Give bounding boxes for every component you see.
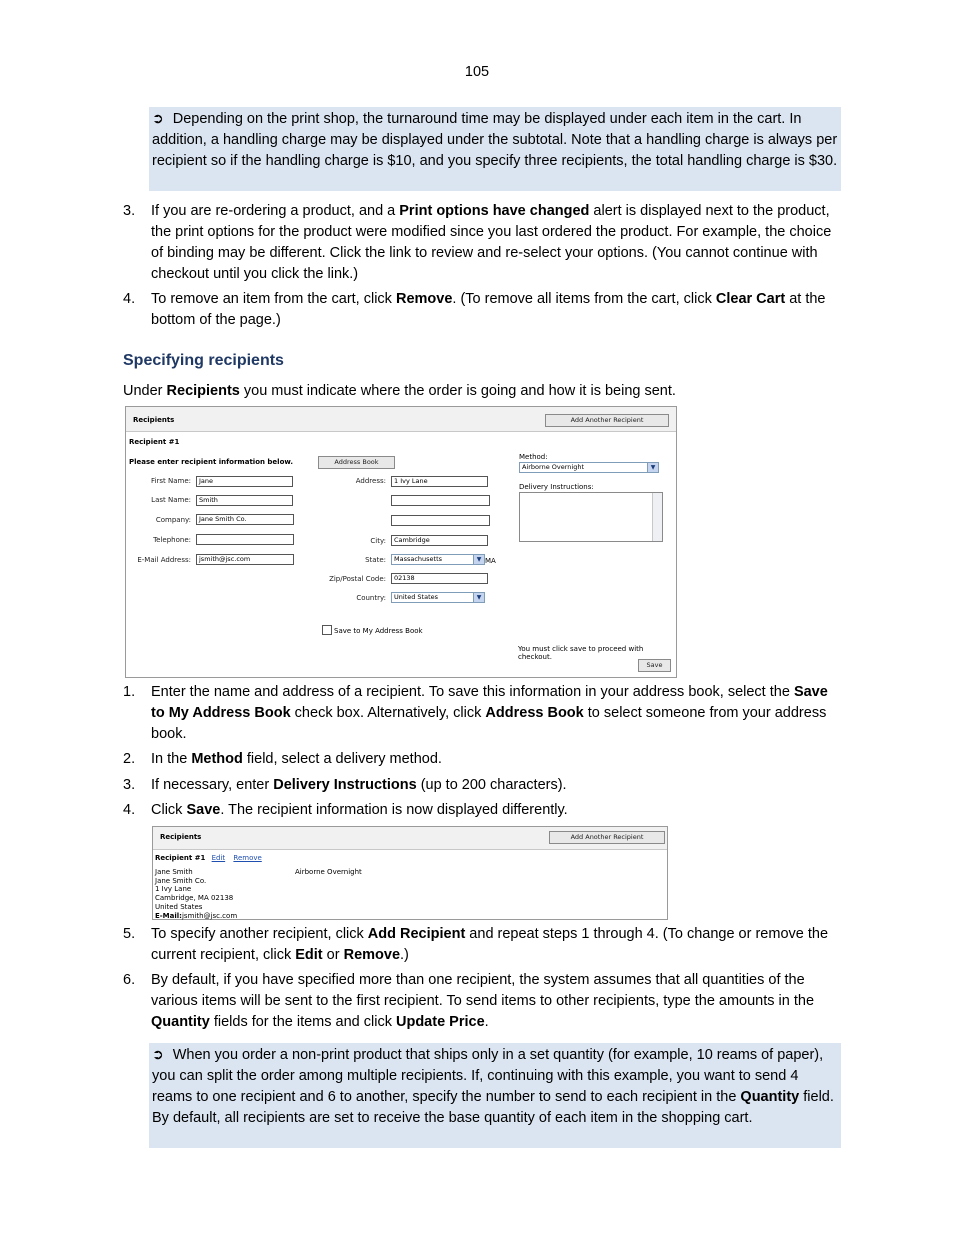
address-book-button[interactable]: Address Book — [318, 456, 395, 469]
address-label: Address: — [355, 477, 386, 485]
country-value: United States — [394, 593, 439, 601]
step-bold: Update Price — [395, 1014, 485, 1030]
step-text: to select someone from your address book. — [151, 705, 827, 742]
telephone-input[interactable] — [196, 534, 294, 545]
step-bold: Address Book — [485, 705, 584, 721]
first-name-label: First Name: — [151, 477, 191, 485]
intro-bold: Recipients — [166, 383, 240, 399]
list-item — [123, 800, 843, 821]
step-number: 4. — [123, 802, 136, 818]
state-code: MA — [485, 557, 496, 565]
step-bold: Save — [186, 802, 221, 818]
intro-text: Under — [123, 383, 167, 399]
company-label: Company: — [155, 516, 191, 524]
step-bold: Remove — [395, 291, 453, 307]
step-text: (up to 200 characters). — [416, 777, 567, 793]
zip-input[interactable]: 02138 — [391, 573, 488, 584]
step-number: 3. — [123, 203, 136, 219]
state-select[interactable] — [391, 554, 485, 565]
method-value: Airborne Overnight — [295, 868, 362, 876]
email-value: jsmith@jsc.com — [181, 911, 238, 920]
address-line: 1 Ivy Lane — [155, 885, 192, 894]
step-text: . (To remove all items from the cart, click — [452, 291, 716, 307]
step-number: 2. — [123, 751, 136, 767]
list-item — [123, 970, 843, 1033]
address-line1-input[interactable]: 1 Ivy Lane — [391, 476, 488, 487]
add-another-recipient-button[interactable]: Add Another Recipient — [549, 831, 665, 844]
recipient-label: Recipient #1 — [129, 438, 180, 446]
step-text: or — [322, 947, 344, 963]
step-bold: Remove — [343, 947, 401, 963]
note-bold: Quantity — [740, 1089, 800, 1105]
edit-link[interactable]: Edit — [211, 854, 226, 862]
save-note: You must click save to proceed with checkout. — [518, 645, 644, 661]
chevron-down-icon: ▼ — [473, 593, 484, 602]
note-box — [149, 1043, 841, 1148]
intro-text: you must indicate where the order is going and how it is being sent. — [239, 383, 676, 399]
step-bold: Clear Cart — [715, 291, 786, 307]
recipient-label: Recipient #1 — [155, 854, 206, 862]
address-line: United States — [155, 902, 203, 911]
method-value: Airborne Overnight — [522, 463, 585, 471]
step-text: alert is displayed next to the product, the print options for the product were modified since you last ordered the product. For example, the choice of binding may be different. Click the link to review and re-select your options. (You cannot continue with checkout until you click the link.) — [151, 203, 832, 282]
add-another-recipient-button[interactable]: Add Another Recipient — [545, 414, 669, 427]
form-instruction: Please enter recipient information below. — [129, 458, 294, 466]
scrollbar[interactable] — [652, 493, 662, 541]
step-text: In the — [151, 751, 192, 767]
intro-paragraph — [123, 381, 843, 402]
step-text: check box. Alternatively, click — [290, 705, 486, 721]
last-name-input[interactable]: Smith — [196, 495, 293, 506]
email-input[interactable]: jsmith@jsc.com — [196, 554, 294, 565]
step-text: .) — [400, 947, 409, 963]
step-bold: Add Recipient — [367, 926, 466, 942]
step-bold: Save to My Address Book — [151, 684, 828, 721]
step-number: 3. — [123, 777, 136, 793]
step-number: 4. — [123, 291, 136, 307]
step-text: If you are re-ordering a product, and a — [151, 203, 400, 219]
note-text: Depending on the print shop, the turnaround time may be displayed under each item in the cart. In addition, a handling charge may be displayed under the subtotal. Note that a handling charge is always per recipient so if the handling charge is $10, and you specify three recipients, the total handling charge is $30. — [152, 111, 838, 169]
delivery-label: Delivery Instructions: — [519, 483, 594, 491]
zip-label: Zip/Postal Code: — [329, 575, 386, 583]
address-block — [155, 868, 237, 920]
list-item — [123, 289, 843, 331]
step-text: . — [484, 1014, 489, 1030]
state-value: Massachusetts — [394, 555, 443, 563]
email-label: E-Mail Address: — [137, 556, 191, 564]
state-label: State: — [365, 556, 386, 564]
telephone-label: Telephone: — [153, 536, 191, 544]
address-line2-input[interactable] — [391, 495, 490, 506]
step-text: By default, if you have specified more than one recipient, the system assumes that all quantities of the various items will be sent to the first recipient. To send items to other recipients, type the amounts in the — [151, 972, 815, 1009]
save-address-book-label: Save to My Address Book — [334, 627, 423, 635]
note-text: When you order a non-print product that ships only in a set quantity (for example, 10 reams of paper), you can split the order among multiple recipients. If, continuing with this example, you want to send 4 reams to one recipient and 6 to another, specify the number to send to each recipient in the — [152, 1047, 824, 1105]
method-label: Method: — [519, 453, 548, 461]
save-address-book-checkbox[interactable] — [322, 625, 332, 635]
step-bold: Edit — [295, 947, 323, 963]
delivery-instructions-textarea[interactable] — [519, 492, 663, 542]
address-line: Jane Smith — [155, 868, 193, 876]
page-number: 105 — [464, 64, 490, 80]
company-input[interactable]: Jane Smith Co. — [196, 514, 294, 525]
step-text: field, select a delivery method. — [242, 751, 442, 767]
step-bold: Method — [191, 751, 243, 767]
address-line: Cambridge, MA 02138 — [155, 894, 234, 903]
summary-title: Recipients — [160, 833, 202, 841]
step-number: 1. — [123, 684, 136, 700]
step-bold: Print options have changed — [399, 203, 590, 219]
step-text: fields for the items and click — [209, 1014, 396, 1030]
section-title: Specifying recipients — [123, 352, 284, 369]
arrow-icon: ➲ — [152, 110, 164, 126]
country-label: Country: — [356, 594, 386, 602]
step-bold: Quantity — [151, 1014, 210, 1030]
form-title: Recipients — [133, 416, 175, 424]
remove-link[interactable]: Remove — [233, 854, 262, 862]
step-number: 6. — [123, 972, 136, 988]
step-text: If necessary, enter — [151, 777, 274, 793]
step-number: 5. — [123, 926, 136, 942]
list-item — [123, 924, 843, 966]
list-item — [123, 775, 843, 796]
city-input[interactable]: Cambridge — [391, 535, 488, 546]
chevron-down-icon: ▼ — [647, 463, 658, 472]
recipient-form-screenshot — [125, 406, 677, 678]
step-text: at the bottom of the page.) — [151, 291, 826, 328]
recipient-summary-screenshot — [152, 826, 668, 920]
city-label: City: — [370, 537, 386, 545]
address-line3-input[interactable] — [391, 515, 490, 526]
note-text: field. By default, all recipients are set to receive the base quantity of each item in the shopping cart. — [152, 1089, 834, 1126]
list-item — [123, 749, 843, 770]
save-button[interactable]: Save — [638, 659, 671, 672]
step-text: Enter the name and address of a recipient. To save this information in your address book, select the — [151, 684, 794, 700]
address-line: Jane Smith Co. — [155, 876, 207, 885]
step-text: and repeat steps 1 through 4. (To change or remove the current recipient, click — [151, 926, 829, 963]
method-select[interactable] — [519, 462, 659, 473]
step-text: To specify another recipient, click — [151, 926, 368, 942]
email-label: E-Mail: — [155, 911, 182, 920]
list-item — [123, 201, 843, 285]
step-text: Click — [151, 802, 187, 818]
chevron-down-icon: ▼ — [473, 555, 484, 564]
step-bold: Delivery Instructions — [273, 777, 417, 793]
summary-recipient-row — [155, 854, 262, 862]
step-text: . The recipient information is now displayed differently. — [220, 802, 568, 818]
note-box — [149, 107, 841, 191]
list-item — [123, 682, 843, 745]
country-select[interactable] — [391, 592, 485, 603]
last-name-label: Last Name: — [151, 496, 191, 504]
step-text: To remove an item from the cart, click — [151, 291, 396, 307]
first-name-input[interactable]: Jane — [196, 476, 293, 487]
arrow-icon: ➲ — [152, 1046, 164, 1062]
